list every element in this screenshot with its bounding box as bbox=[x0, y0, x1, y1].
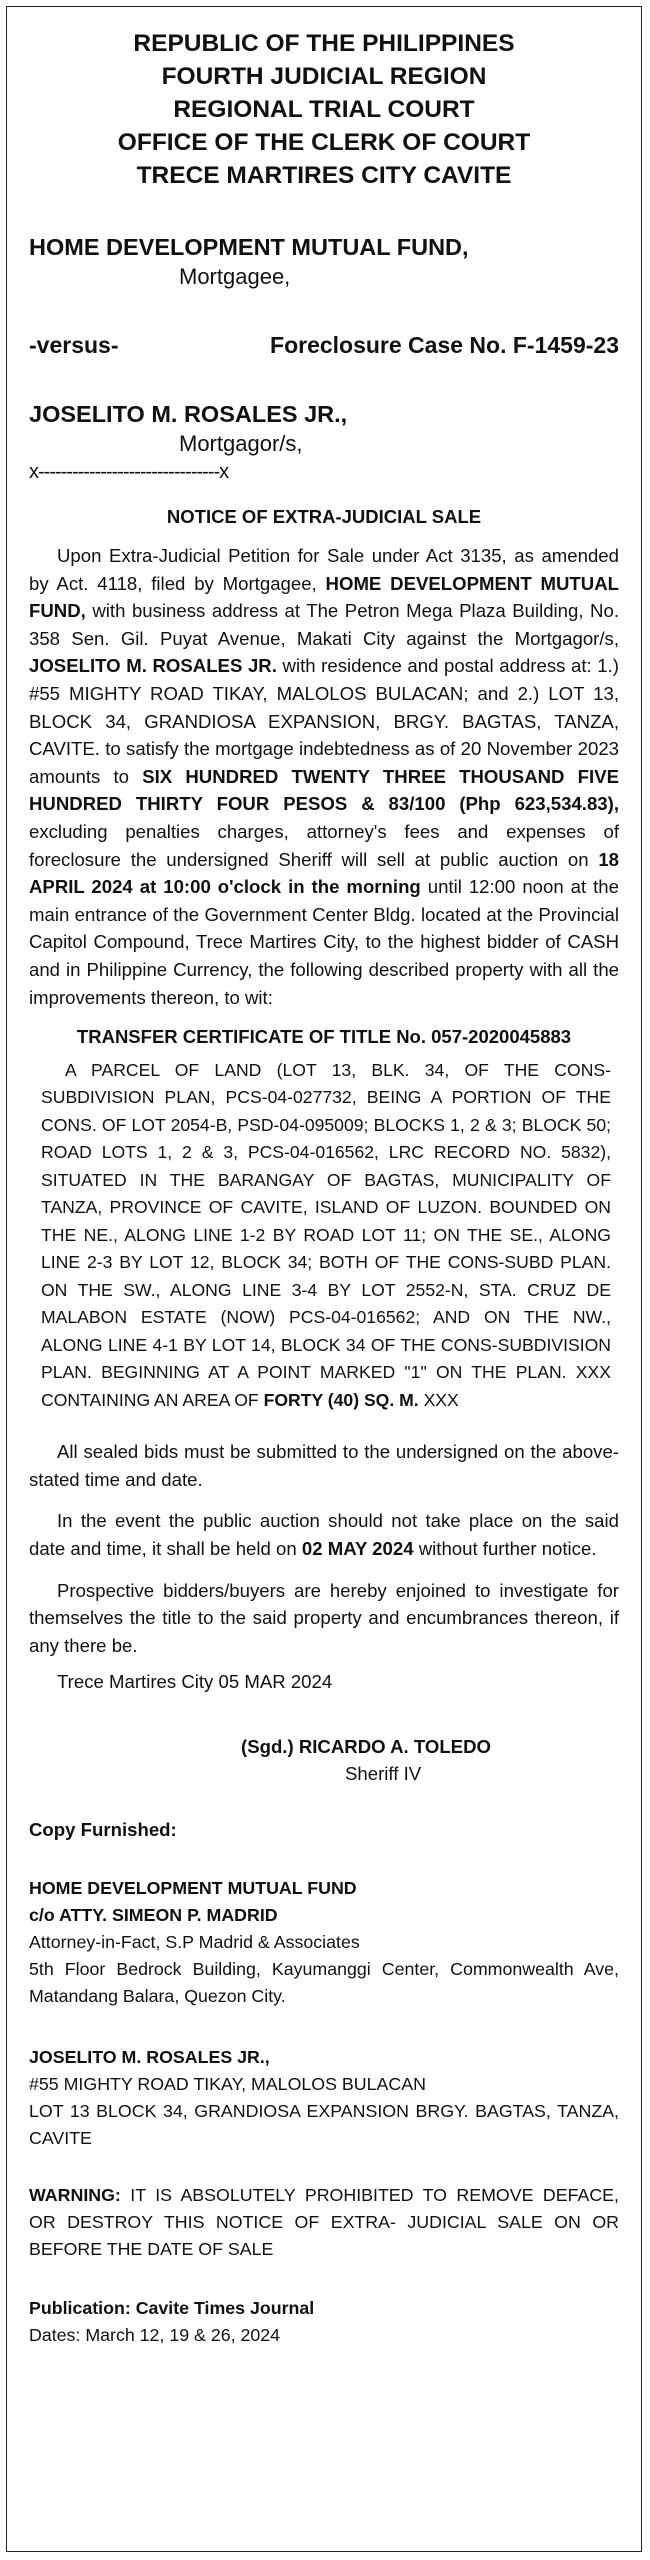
notice-body bbox=[29, 542, 619, 1659]
warning-label: WARNING: bbox=[29, 2185, 121, 2206]
header-line-1: REPUBLIC OF THE PHILIPPINES bbox=[133, 30, 515, 57]
para1-text-3: with residence and postal address at: 1.) #55 MIGHTY ROAD TIKAY, MALOLOS BULACAN; and 2.) LOT 13, BLOCK 34, GRANDIOSA EXPANSION, BRGY. BAGTAS, TANZA, CAVITE. to satisfy the mortgage indebtedness as of 20 November 2023 amounts to bbox=[29, 655, 619, 787]
recipient-2-name: JOSELITO M. ROSALES JR., bbox=[29, 2047, 270, 2068]
copy-furnished-label: Copy Furnished: bbox=[29, 1819, 177, 1841]
para3-text-1: In the event the public auction should not take place on the said date and time, it shall be held on bbox=[29, 1510, 619, 1559]
recipient-1-address: 5th Floor Bedrock Building, Kayumanggi Center, Commonwealth Ave, Matandang Balara, Quezon City. bbox=[29, 1959, 619, 2007]
amount-bold: SIX HUNDRED TWENTY THREE THOUSAND FIVE HUNDRED THIRTY FOUR PESOS & 83/100 (Php 623,534.83), bbox=[29, 765, 619, 815]
para1-text-4: excluding penalties charges, attorney's fees and expenses of foreclosure the undersigned Sheriff will sell at public auction on bbox=[29, 820, 619, 870]
para3-text-2: without further notice. bbox=[413, 1537, 597, 1559]
auction-date-bold: 18 APRIL 2024 at 10:00 o'clock in the morning bbox=[29, 848, 619, 898]
property-text: A PARCEL OF LAND (LOT 13, BLK. 34, OF THE CONS-SUBDIVISION PLAN, PCS-04-027732, BEING A PORTION OF THE CONS. OF LOT 2054-B, PSD-04-095009; BLOCKS 1, 2 & 3; BLOCK 50; ROAD LOTS 1, 2 & 3, PCS-04-016562, LRC RECORD NO. 5832), SITUATED IN THE BARANGAY OF BAGTAS, MUNICIPALITY OF TANZA, PROVINCE OF CAVITE, ISLAND OF LUZON. BOUNDED ON THE NE., ALONG LINE 1-2 BY ROAD LOT 11; ON THE SE., ALONG LINE 2-3 BY LOT 12, BLOCK 34; BOTH OF THE CONS-SUBD PLAN. ON THE SW., ALONG LINE 3-4 BY LOT 2552-N, STA. CRUZ DE MALABON ESTATE (NOW) PCS-04-016562; AND ON THE NW., ALONG LINE 4-1 BY LOT 14, BLOCK 34 OF THE CONS-SUBDIVISION PLAN. BEGINNING AT A POINT MARKED "1" ON THE PLAN. XXX CONTAINING AN AREA OF bbox=[41, 1059, 611, 1410]
recipient-1-attorney: c/o ATTY. SIMEON P. MADRID bbox=[29, 1905, 278, 1926]
notice-document bbox=[6, 6, 642, 2552]
publication-block bbox=[29, 2295, 619, 2349]
mortgagee-bold: HOME DEVELOPMENT MUTUAL FUND, bbox=[29, 572, 619, 622]
case-number: Foreclosure Case No. F-1459-23 bbox=[270, 332, 619, 358]
mortgagee-role: Mortgagee, bbox=[179, 264, 291, 289]
property-description bbox=[29, 1057, 619, 1415]
para1-text-5: until 12:00 noon at the main entrance of the Government Center Bldg. located at the Provincial Capitol Compound, Trece Martires City, to the highest bidder of CASH and in Philippine Currency, the following described property with all the improvements thereon, to wit: bbox=[29, 876, 619, 1008]
para1-text-1: Upon Extra-Judicial Petition for Sale under Act 3135, as amended by Act. 4118, filed by Mortgagee, bbox=[29, 545, 619, 594]
mortgagee-name: HOME DEVELOPMENT MUTUAL FUND, bbox=[29, 234, 469, 260]
alternate-date-bold: 02 MAY 2024 bbox=[301, 1537, 414, 1559]
recipient-2 bbox=[29, 2044, 619, 2152]
property-suffix: XXX bbox=[418, 1389, 459, 1410]
paragraph-sealed-bids: All sealed bids must be submitted to the undersigned on the above-stated time and date. bbox=[29, 1441, 619, 1490]
mortgagor-bold: JOSELITO M. ROSALES JR. bbox=[29, 655, 277, 677]
paragraph-petition bbox=[29, 542, 619, 1011]
publication-label: Publication: Cavite Times Journal bbox=[29, 2298, 315, 2319]
signatory-name: (Sgd.) RICARDO A. TOLEDO bbox=[241, 1736, 491, 1758]
warning-notice bbox=[29, 2182, 619, 2263]
signature-block bbox=[29, 1733, 619, 1787]
header-line-3: REGIONAL TRIAL COURT bbox=[173, 96, 475, 123]
recipient-1-firm: Attorney-in-Fact, S.P Madrid & Associates bbox=[29, 1932, 360, 1953]
recipient-1-name: HOME DEVELOPMENT MUTUAL FUND bbox=[29, 1878, 357, 1899]
tct-title: TRANSFER CERTIFICATE OF TITLE No. 057-2020045883 bbox=[76, 1026, 572, 1048]
versus-label: -versus- bbox=[29, 332, 119, 358]
dateline: Trece Martires City 05 MAR 2024 bbox=[57, 1671, 333, 1693]
caption-separator: x--------------------------------x bbox=[29, 461, 229, 483]
court-header bbox=[29, 27, 619, 192]
paragraph-postponement bbox=[29, 1507, 619, 1562]
paragraph-bidders: Prospective bidders/buyers are hereby enjoined to investigate for themselves the title to the said property and encumbrances thereon, if any there be. bbox=[29, 1579, 619, 1656]
mortgagor-role: Mortgagor/s, bbox=[179, 431, 303, 456]
property-area-bold: FORTY (40) SQ. M. bbox=[263, 1389, 419, 1410]
recipient-1 bbox=[29, 1875, 619, 2010]
signatory-title: Sheriff IV bbox=[345, 1763, 422, 1785]
header-line-2: FOURTH JUDICIAL REGION bbox=[161, 63, 487, 90]
mortgagor-name: JOSELITO M. ROSALES JR., bbox=[29, 401, 348, 427]
recipient-2-address-1: #55 MIGHTY ROAD TIKAY, MALOLOS BULACAN bbox=[29, 2074, 426, 2095]
warning-text: IT IS ABSOLUTELY PROHIBITED TO REMOVE DEFACE, OR DESTROY THIS NOTICE OF EXTRA- JUDICIAL SALE ON OR BEFORE THE DATE OF SALE bbox=[29, 2185, 619, 2260]
recipient-2-address-2: LOT 13 BLOCK 34, GRANDIOSA EXPANSION BRGY. BAGTAS, TANZA, CAVITE bbox=[29, 2101, 619, 2149]
versus-row bbox=[29, 332, 619, 359]
notice-title: NOTICE OF EXTRA-JUDICIAL SALE bbox=[166, 506, 482, 527]
header-line-4: OFFICE OF THE CLERK OF COURT bbox=[117, 129, 531, 156]
header-line-5: TRECE MARTIRES CITY CAVITE bbox=[136, 162, 512, 189]
publication-dates: Dates: March 12, 19 & 26, 2024 bbox=[29, 2325, 281, 2346]
para1-text-2: with business address at The Petron Mega Plaza Building, No. 358 Sen. Gil. Puyat Avenue, Makati City against the Mortgagor/s, bbox=[29, 600, 619, 649]
